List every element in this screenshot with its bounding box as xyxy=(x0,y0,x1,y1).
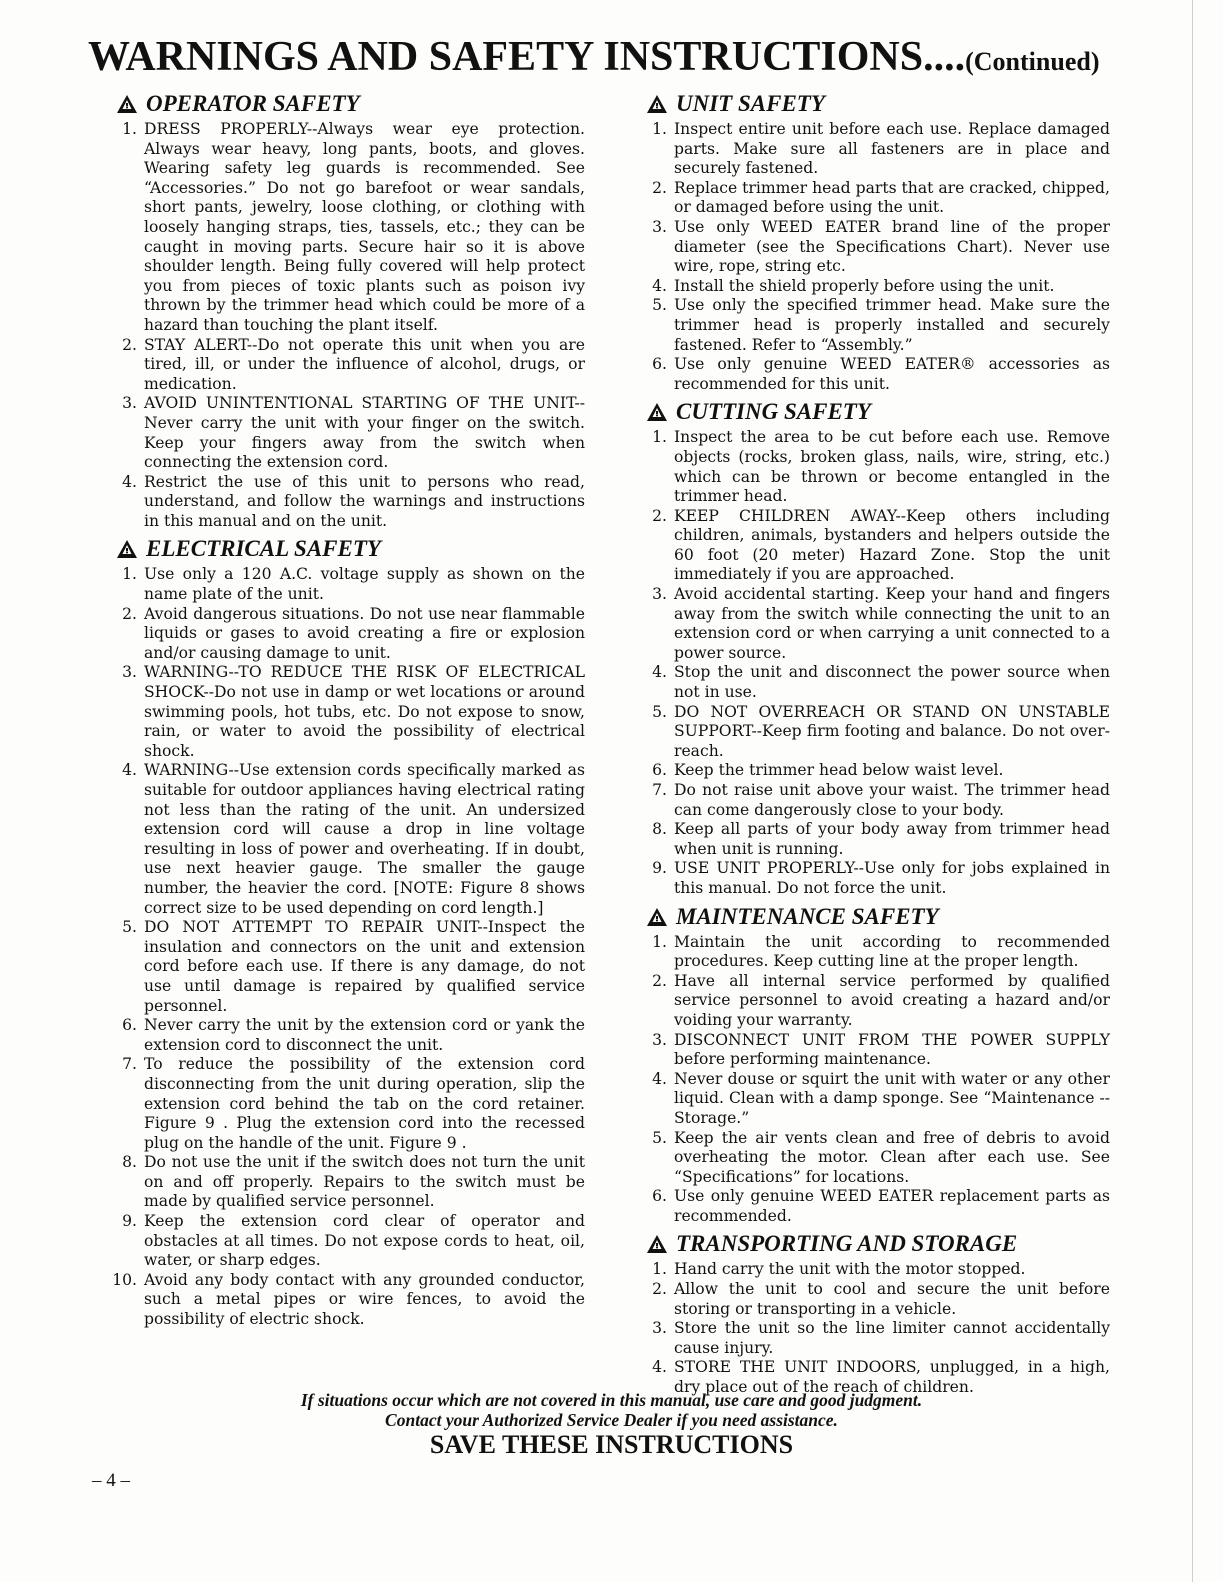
page-title-main: WARNINGS AND SAFETY INSTRUCTIONS.... xyxy=(88,34,966,80)
item-number: 3. xyxy=(122,663,137,682)
instruction-list xyxy=(110,120,585,531)
item-text: Maintain the unit according to recommended procedures. Keep cutting line at the proper length. xyxy=(674,932,1110,971)
instruction-item xyxy=(110,1055,585,1153)
section-heading xyxy=(646,90,1110,118)
instruction-item xyxy=(640,1187,1110,1226)
instruction-list xyxy=(110,565,585,1329)
item-number: 3. xyxy=(652,585,667,604)
item-text: Have all internal service performed by qualified service personnel to avoid creating a hazard and/or voiding your warranty. xyxy=(674,971,1110,1029)
section-heading-label: MAINTENANCE SAFETY xyxy=(676,903,939,929)
item-text: Use only genuine WEED EATER replacement parts as recommended. xyxy=(674,1187,1110,1225)
item-text: USE UNIT PROPERLY--Use only for jobs explained in this manual. Do not force the unit. xyxy=(674,859,1110,897)
item-number: 8. xyxy=(122,1153,137,1172)
instruction-item xyxy=(110,1016,585,1055)
section-heading-label: TRANSPORTING AND STORAGE xyxy=(676,1231,1018,1257)
section-heading-label: UNIT SAFETY xyxy=(676,91,825,116)
item-text: Avoid dangerous situations. Do not use near flammable liquids or gases to avoid creating a fire or explosion and/or causing damage to unit. xyxy=(144,604,585,662)
instruction-item xyxy=(640,1129,1110,1188)
item-text: Install the shield properly before using the unit. xyxy=(674,276,1055,295)
instruction-item xyxy=(640,1031,1110,1070)
instruction-list xyxy=(640,428,1110,898)
item-number: 6. xyxy=(652,761,667,780)
warning-triangle-icon xyxy=(646,1234,668,1254)
warning-triangle-icon xyxy=(646,94,668,114)
instruction-item xyxy=(110,1212,585,1271)
section-heading xyxy=(646,1230,1110,1258)
item-number: 6. xyxy=(122,1016,137,1035)
item-number: 7. xyxy=(652,781,667,799)
item-text: Avoid accidental starting. Keep your hand and fingers away from the switch while connecting the unit to an extension cord or when carrying a unit connected to a power source. xyxy=(674,585,1110,662)
item-number: 5. xyxy=(652,296,667,315)
right-column xyxy=(640,86,1110,1402)
item-text: DO NOT ATTEMPT TO REPAIR UNIT--Inspect the insulation and connectors on the unit and extension cord before each use. If there is any damage, do not use until damage is repaired by qualified service personnel. xyxy=(144,918,585,1015)
instruction-item xyxy=(110,663,585,761)
instruction-item xyxy=(640,972,1110,1031)
warning-triangle-icon xyxy=(646,907,668,927)
item-text: KEEP CHILDREN AWAY--Keep others including children, animals, bystanders and helpers outside the 60 foot (20 meter) Hazard Zone. Stop the unit immediately if you are approached. xyxy=(674,506,1110,584)
item-text: Store the unit so the line limiter cannot accidentally cause injury. xyxy=(674,1319,1110,1357)
item-number: 3. xyxy=(652,1319,667,1338)
item-number: 4. xyxy=(652,1069,667,1088)
item-text: DISCONNECT UNIT FROM THE POWER SUPPLY before performing maintenance. xyxy=(674,1030,1110,1069)
item-number: 9. xyxy=(122,1212,137,1231)
item-number: 4. xyxy=(122,761,137,780)
item-text: WARNING--TO REDUCE THE RISK OF ELECTRICAL SHOCK--Do not use in damp or wet locations or around swimming pools, hot tubs, etc. Do not expose to snow, rain, or water to avoid the possibility of electrical shock. xyxy=(144,663,585,760)
section-electrical-safety xyxy=(110,535,585,1329)
item-number: 2. xyxy=(652,1280,667,1299)
instruction-item xyxy=(640,1280,1110,1319)
section-heading xyxy=(116,535,585,563)
footer-note-line-1: If situations occur which are not covered in this manual, use care and good judgment. xyxy=(300,1390,923,1410)
instruction-item xyxy=(640,1319,1110,1358)
instruction-item xyxy=(640,218,1110,277)
item-text: STORE THE UNIT INDOORS, unplugged, in a high, dry place out of the reach of children. xyxy=(674,1358,1110,1397)
item-number: 4. xyxy=(652,663,667,682)
item-number: 4. xyxy=(652,276,667,295)
item-text: Use only genuine WEED EATER® accessories as recommended for this unit. xyxy=(674,355,1110,393)
item-text: Use only a 120 A.C. voltage supply as shown on the name plate of the unit. xyxy=(144,565,585,604)
instruction-item xyxy=(640,120,1110,179)
item-text: Stop the unit and disconnect the power source when not in use. xyxy=(674,663,1110,702)
section-transporting-and-storage xyxy=(640,1230,1110,1397)
instruction-item xyxy=(640,933,1110,972)
section-operator-safety xyxy=(110,90,585,531)
item-number: 4. xyxy=(652,1358,667,1377)
instruction-item xyxy=(110,1153,585,1212)
item-text: DO NOT OVERREACH OR STAND ON UNSTABLE SUPPORT--Keep firm footing and balance. Do not over-reach. xyxy=(674,702,1110,760)
item-number: 1. xyxy=(122,120,137,138)
item-number: 2. xyxy=(652,971,667,990)
instruction-item xyxy=(110,394,585,472)
instruction-item xyxy=(640,859,1110,898)
instruction-item xyxy=(110,1271,585,1330)
item-text: Never douse or squirt the unit with water or any other liquid. Clean with a damp sponge. See “Maintenance -- Storage.” xyxy=(674,1069,1110,1127)
item-text: DRESS PROPERLY--Always wear eye protection. Always wear heavy, long pants, boots, and gloves. Wearing safety leg guards is recommended. See “Accessories.” Do not go barefoot or wear sandals, short pants, jewelry, loose clothing, or clothing with loosely hanging straps, ties, tassels, etc.; they can be caught in moving parts. Secure hair so it is above shoulder length. Being fully covered will help protect you from pieces of toxic plants such as poison ivy thrown by the trimmer head which could be more of a hazard than touching the plant itself. xyxy=(144,120,585,334)
instruction-item xyxy=(110,918,585,1016)
section-cutting-safety xyxy=(640,398,1110,898)
page-title-continued: (Continued) xyxy=(965,47,1100,76)
instruction-item xyxy=(110,336,585,395)
item-text: Keep the air vents clean and free of debris to avoid overheating the motor. Clean after each use. See “Specifications” for locations. xyxy=(674,1128,1110,1186)
item-text: Inspect entire unit before each use. Replace damaged parts. Make sure all fasteners are in place and securely fastened. xyxy=(674,120,1110,178)
page-number: – 4 – xyxy=(92,1470,130,1491)
left-column xyxy=(110,86,585,1334)
page-title xyxy=(88,36,1188,78)
instruction-list xyxy=(640,120,1110,394)
instruction-item xyxy=(640,277,1110,297)
warning-triangle-icon xyxy=(116,539,138,559)
instruction-item xyxy=(110,761,585,918)
section-heading xyxy=(646,903,1110,931)
item-number: 9. xyxy=(652,859,667,878)
section-heading-label: CUTTING SAFETY xyxy=(676,399,871,425)
instruction-item xyxy=(640,1260,1110,1280)
item-text: Do not use the unit if the switch does not turn the unit on and off properly. Repairs to the switch must be made by qualified service personnel. xyxy=(144,1153,585,1211)
item-number: 1. xyxy=(652,428,667,447)
item-number: 1. xyxy=(652,932,667,951)
item-number: 4. xyxy=(122,472,137,491)
save-instructions-heading: SAVE THESE INSTRUCTIONS xyxy=(429,1430,794,1459)
item-text: Use only WEED EATER brand line of the proper diameter (see the Specifications Chart). Never use wire, rope, string etc. xyxy=(674,217,1110,276)
instruction-item xyxy=(110,120,585,336)
item-text: Keep the extension cord clear of operator and obstacles at all times. Do not expose cords to heat, oil, water, or sharp edges. xyxy=(144,1212,585,1270)
item-text: Allow the unit to cool and secure the unit before storing or transporting in a vehicle. xyxy=(674,1280,1110,1318)
instruction-item xyxy=(640,179,1110,218)
footer-note-line-2: Contact your Authorized Service Dealer if you need assistance. xyxy=(385,1410,838,1430)
item-number: 2. xyxy=(122,335,137,354)
item-number: 10. xyxy=(112,1270,137,1289)
instruction-item xyxy=(110,473,585,532)
item-number: 1. xyxy=(122,565,137,584)
instruction-item xyxy=(110,605,585,664)
item-text: Keep all parts of your body away from trimmer head when unit is running. xyxy=(674,820,1110,858)
item-text: Keep the trimmer head below waist level. xyxy=(674,761,1004,780)
item-text: AVOID UNINTENTIONAL STARTING OF THE UNIT--Never carry the unit with your finger on the switch. Keep your fingers away from the switch when connecting the extension cord. xyxy=(144,394,585,472)
item-number: 3. xyxy=(652,1030,667,1049)
instruction-item xyxy=(640,355,1110,394)
item-text: Replace trimmer head parts that are cracked, chipped, or damaged before using the unit. xyxy=(674,178,1110,217)
item-text: Hand carry the unit with the motor stopped. xyxy=(674,1260,1026,1279)
section-heading-label: ELECTRICAL SAFETY xyxy=(146,536,381,562)
item-number: 3. xyxy=(652,217,667,236)
item-number: 2. xyxy=(652,178,667,197)
instruction-item xyxy=(640,761,1110,781)
instruction-item xyxy=(640,820,1110,859)
instruction-list xyxy=(640,1260,1110,1397)
item-text: WARNING--Use extension cords specifically marked as suitable for outdoor appliances having electrical rating not less than the rating of the unit. An undersized extension cord will cause a drop in line voltage resulting in loss of power and overheating. If in doubt, use next heavier gauge. The smaller the gauge number, the heavier the cord. [NOTE: Figure 8 shows correct size to be used depending on cord length.] xyxy=(144,761,585,917)
instruction-item xyxy=(640,781,1110,820)
item-number: 2. xyxy=(652,506,667,525)
warning-triangle-icon xyxy=(116,94,138,114)
instruction-item xyxy=(640,507,1110,585)
instruction-item xyxy=(640,703,1110,762)
warning-triangle-icon xyxy=(646,402,668,422)
item-text: Restrict the use of this unit to persons who read, understand, and follow the warnings and instructions in this manual and on the unit. xyxy=(144,472,585,530)
item-text: Do not raise unit above your waist. The trimmer head can come dangerously close to your body. xyxy=(674,781,1110,819)
item-text: STAY ALERT--Do not operate this unit when you are tired, ill, or under the influence of alcohol, drugs, or medication. xyxy=(144,335,585,393)
instruction-item xyxy=(640,428,1110,506)
item-number: 3. xyxy=(122,394,137,413)
section-heading xyxy=(116,90,585,118)
item-number: 6. xyxy=(652,355,667,374)
item-number: 5. xyxy=(122,918,137,937)
item-text: Use only the specified trimmer head. Make sure the trimmer head is properly installed and securely fastened. Refer to “Assembly.” xyxy=(674,296,1110,354)
instruction-item xyxy=(110,565,585,604)
item-number: 1. xyxy=(652,120,667,138)
item-text: Inspect the area to be cut before each use. Remove objects (rocks, broken glass, nails, wire, string, etc.) which can be thrown or become entangled in the trimmer head. xyxy=(674,428,1110,506)
item-text: To reduce the possibility of the extension cord disconnecting from the unit during operation, slip the extension cord behind the tab on the cord retainer. Figure 9 . Plug the extension cord into the recessed plug on the handle of the unit. Figure 9 . xyxy=(144,1055,585,1152)
instruction-item xyxy=(640,1070,1110,1129)
item-number: 7. xyxy=(122,1055,137,1074)
item-number: 8. xyxy=(652,820,667,839)
item-number: 6. xyxy=(652,1187,667,1206)
instruction-item xyxy=(640,585,1110,663)
item-number: 1. xyxy=(652,1260,667,1279)
section-maintenance-safety xyxy=(640,903,1110,1227)
item-text: Never carry the unit by the extension cord or yank the extension cord to disconnect the unit. xyxy=(144,1016,585,1054)
section-heading-label: OPERATOR SAFETY xyxy=(146,91,360,116)
scan-edge-line xyxy=(1192,0,1193,1582)
instruction-item xyxy=(640,296,1110,355)
instruction-item xyxy=(640,663,1110,702)
item-number: 5. xyxy=(652,1128,667,1147)
item-text: Avoid any body contact with any grounded conductor, such a metal pipes or wire fences, to avoid the possibility of electric shock. xyxy=(144,1270,585,1329)
item-number: 2. xyxy=(122,604,137,623)
section-heading xyxy=(646,398,1110,426)
section-unit-safety xyxy=(640,90,1110,394)
instruction-list xyxy=(640,933,1110,1227)
item-number: 5. xyxy=(652,702,667,721)
